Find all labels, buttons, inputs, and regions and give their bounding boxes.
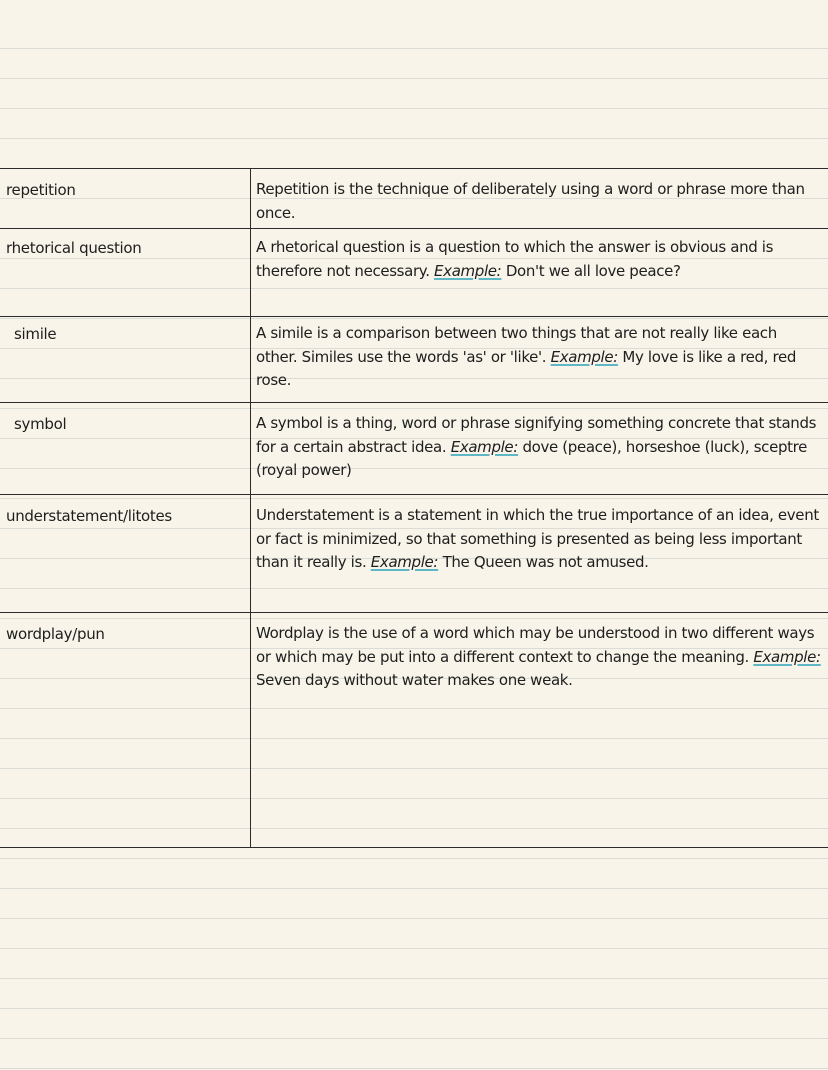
definition-simile bbox=[256, 322, 822, 393]
table-top-rule bbox=[0, 168, 828, 169]
definition-text: Understatement is a statement in which the true importance of an idea, event or fact is minimized, so that something is presented as being less important than it really is. bbox=[256, 506, 819, 571]
definition-understatement-litotes bbox=[256, 504, 822, 575]
row-divider bbox=[0, 402, 828, 403]
example-text: Don't we all love peace? bbox=[505, 261, 681, 280]
example-label: Example: bbox=[753, 647, 821, 666]
definition-rhetorical-question bbox=[256, 236, 822, 283]
example-text: Seven days without water makes one weak. bbox=[256, 671, 573, 689]
row-divider bbox=[0, 316, 828, 317]
example-text: My love is like a red, red rose. bbox=[256, 347, 797, 389]
example-text: dove (peace), horseshoe (luck), sceptre (royal power) bbox=[256, 437, 808, 479]
example-label: Example: bbox=[434, 261, 502, 280]
example-text: The Queen was not amused. bbox=[442, 553, 649, 571]
definition-text: Repetition is the technique of deliberately using a word or phrase more than once. bbox=[256, 180, 805, 222]
term-rhetorical-question: rhetorical question bbox=[6, 239, 142, 257]
table-bottom-rule bbox=[0, 847, 828, 848]
definition-text: A simile is a comparison between two things that are not really like each other. Similes use the words 'as' or 'like'. bbox=[256, 324, 777, 366]
definition-symbol bbox=[256, 412, 822, 483]
example-label: Example: bbox=[450, 437, 519, 456]
example-label: Example: bbox=[550, 347, 618, 366]
term-simile: simile bbox=[14, 325, 57, 343]
row-divider bbox=[0, 228, 828, 229]
term-symbol: symbol bbox=[14, 415, 67, 433]
row-divider bbox=[0, 612, 828, 613]
definition-text: A rhetorical question is a question to which the answer is obvious and is therefore not necessary. bbox=[256, 238, 774, 280]
definition-text: A symbol is a thing, word or phrase signifying something concrete that stands for a certain abstract idea. bbox=[256, 414, 817, 456]
definition-text: Wordplay is the use of a word which may be understood in two different ways or which may be put into a different context to change the meaning. bbox=[256, 624, 815, 666]
definition-repetition bbox=[256, 178, 822, 225]
term-understatement-litotes: understatement/litotes bbox=[6, 507, 172, 525]
row-divider bbox=[0, 494, 828, 495]
term-repetition: repetition bbox=[6, 181, 76, 199]
definition-wordplay-pun bbox=[256, 622, 822, 693]
example-label: Example: bbox=[370, 553, 439, 571]
term-wordplay-pun: wordplay/pun bbox=[6, 625, 105, 643]
column-divider bbox=[250, 168, 251, 848]
